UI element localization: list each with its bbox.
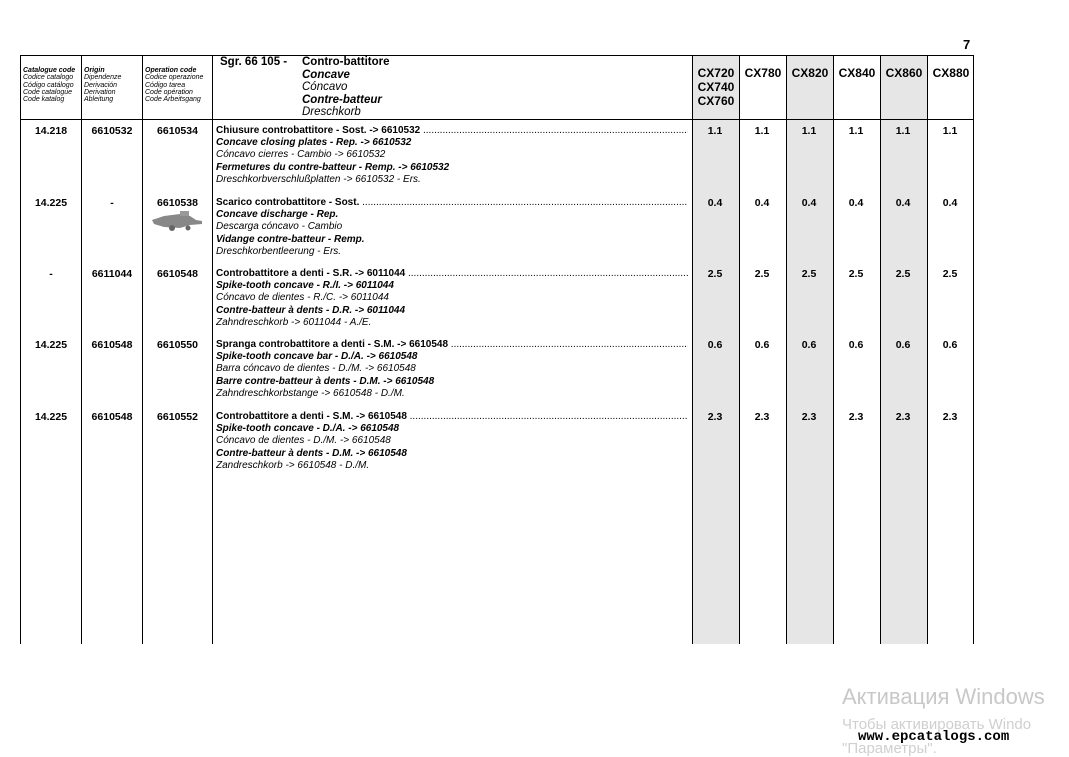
model-header-cx860: CX860 [885, 66, 923, 80]
time-value: 2.3 [895, 411, 911, 423]
time-value: 0.4 [707, 197, 723, 209]
time-value: 0.6 [707, 339, 723, 351]
operation-code: 6610538 [157, 197, 198, 209]
time-value: 0.6 [895, 339, 911, 351]
time-value: 0.4 [942, 197, 958, 209]
time-value: 0.4 [801, 197, 817, 209]
time-value: 2.5 [895, 268, 911, 280]
windows-activation-hint: Чтобы активировать Windo [842, 716, 1032, 733]
time-value: 1.1 [754, 125, 770, 137]
subgroup-code: Sgr. 66 105 - [220, 56, 288, 68]
model-header-cx840: CX840 [838, 66, 876, 80]
catalogue-code: 14.225 [34, 339, 68, 351]
operation-description: Spranga controbattitore a denti - S.M. -> 6610548 ..... Spike-tooth concave bar - D./A. -> 6610548 Barra cóncavo de dientes - D./M. -> 6610548 Barre contre-batteur à dents - D.M. -> 6610548 Zahndreschkorbstange -> 6610548 - D./M. [216, 339, 688, 400]
model-header-cx720: CX720 CX740 CX760 [697, 66, 735, 108]
operation-code: 6610550 [157, 339, 198, 351]
time-value: 1.1 [942, 125, 958, 137]
operation-code: 6610552 [157, 411, 198, 423]
header-operation-code: Operation code Codice operazione Código tarea Code opération Code Arbeitsgang [145, 67, 204, 104]
time-value: 2.5 [801, 268, 817, 280]
time-value: 0.6 [942, 339, 958, 351]
catalogue-code: - [49, 268, 53, 280]
col-border [212, 55, 213, 644]
col-border [973, 55, 974, 644]
origin-code: 6610532 [91, 125, 133, 137]
operation-description: Controbattitore a denti - S.R. -> 6011044 ..... Spike-tooth concave - R./I. -> 6011044 Cóncavo de dientes - R./C. -> 6011044 Contre-batteur à dents - D.R. -> 6011044 Zahndreschkorb -> 6011044 - A./E. [216, 268, 688, 329]
time-value: 0.6 [848, 339, 864, 351]
page-number: 7 [963, 37, 971, 52]
catalogue-code: 14.225 [34, 411, 68, 423]
time-value: 2.5 [942, 268, 958, 280]
origin-code: 6610548 [91, 411, 133, 423]
time-value: 1.1 [895, 125, 911, 137]
windows-activation-settings: "Параметры". [842, 740, 937, 757]
time-value: 2.3 [707, 411, 723, 423]
time-value: 2.3 [754, 411, 770, 423]
catalogue-code: 14.218 [34, 125, 68, 137]
origin-code: 6610548 [91, 339, 133, 351]
time-value: 2.3 [848, 411, 864, 423]
header-catalogue-code: Catalogue code Codice catalogo Código catálogo Code catalogue Code katalog [23, 67, 76, 104]
model-header-cx820: CX820 [791, 66, 829, 80]
origin-code: - [110, 197, 114, 209]
time-value: 0.4 [848, 197, 864, 209]
operation-description: Chiusure controbattitore - Sost. -> 6610532 ..... Concave closing plates - Rep. -> 6610532 Cóncavo cierres - Cambio -> 6610532 Fermetures du contre-batteur - Remp. -> 6610532 Dreschkorbverschlußplatten -> 6610532 - Ers. [216, 125, 688, 186]
site-watermark: www.epcatalogs.com [858, 729, 1010, 745]
header-origin: Origin Dipendenze Derivación Derivation Ableitung [84, 67, 122, 104]
operation-code: 6610534 [157, 125, 198, 137]
time-value: 2.5 [754, 268, 770, 280]
time-value: 1.1 [707, 125, 723, 137]
time-value: 0.6 [754, 339, 770, 351]
windows-activation-title: Активация Windows [842, 684, 1045, 709]
operation-code: 6610548 [157, 268, 198, 280]
time-value: 0.4 [754, 197, 770, 209]
time-value: 2.5 [848, 268, 864, 280]
table-top-border [20, 55, 973, 56]
time-value: 1.1 [848, 125, 864, 137]
operation-description: Scarico controbattitore - Sost. ..... Concave discharge - Rep. Descarga cóncavo - Cambio Vidange contre-batteur - Remp. Dreschkorbentleerung - Ers. [216, 197, 688, 258]
combine-harvester-icon [150, 210, 204, 232]
time-value: 2.3 [801, 411, 817, 423]
origin-code: 6611044 [91, 268, 133, 280]
operation-description: Controbattitore a denti - S.M. -> 6610548 ..... Spike-tooth concave - D./A. -> 6610548 Cóncavo de dientes - D./M. -> 6610548 Contre-batteur à dents - D.M. -> 6610548 Zandreschkorb -> 6610548 - D./M. [216, 411, 688, 472]
catalogue-code: 14.225 [34, 197, 68, 209]
time-value: 1.1 [801, 125, 817, 137]
time-value: 2.3 [942, 411, 958, 423]
time-value: 0.6 [801, 339, 817, 351]
model-header-cx780: CX780 [744, 66, 782, 80]
header-bottom-border [20, 119, 973, 120]
time-value: 2.5 [707, 268, 723, 280]
time-value: 0.4 [895, 197, 911, 209]
section-title: Contro-battitore Concave Cóncavo Contre-batteur Dreschkorb [302, 56, 390, 119]
model-header-cx880: CX880 [932, 66, 970, 80]
